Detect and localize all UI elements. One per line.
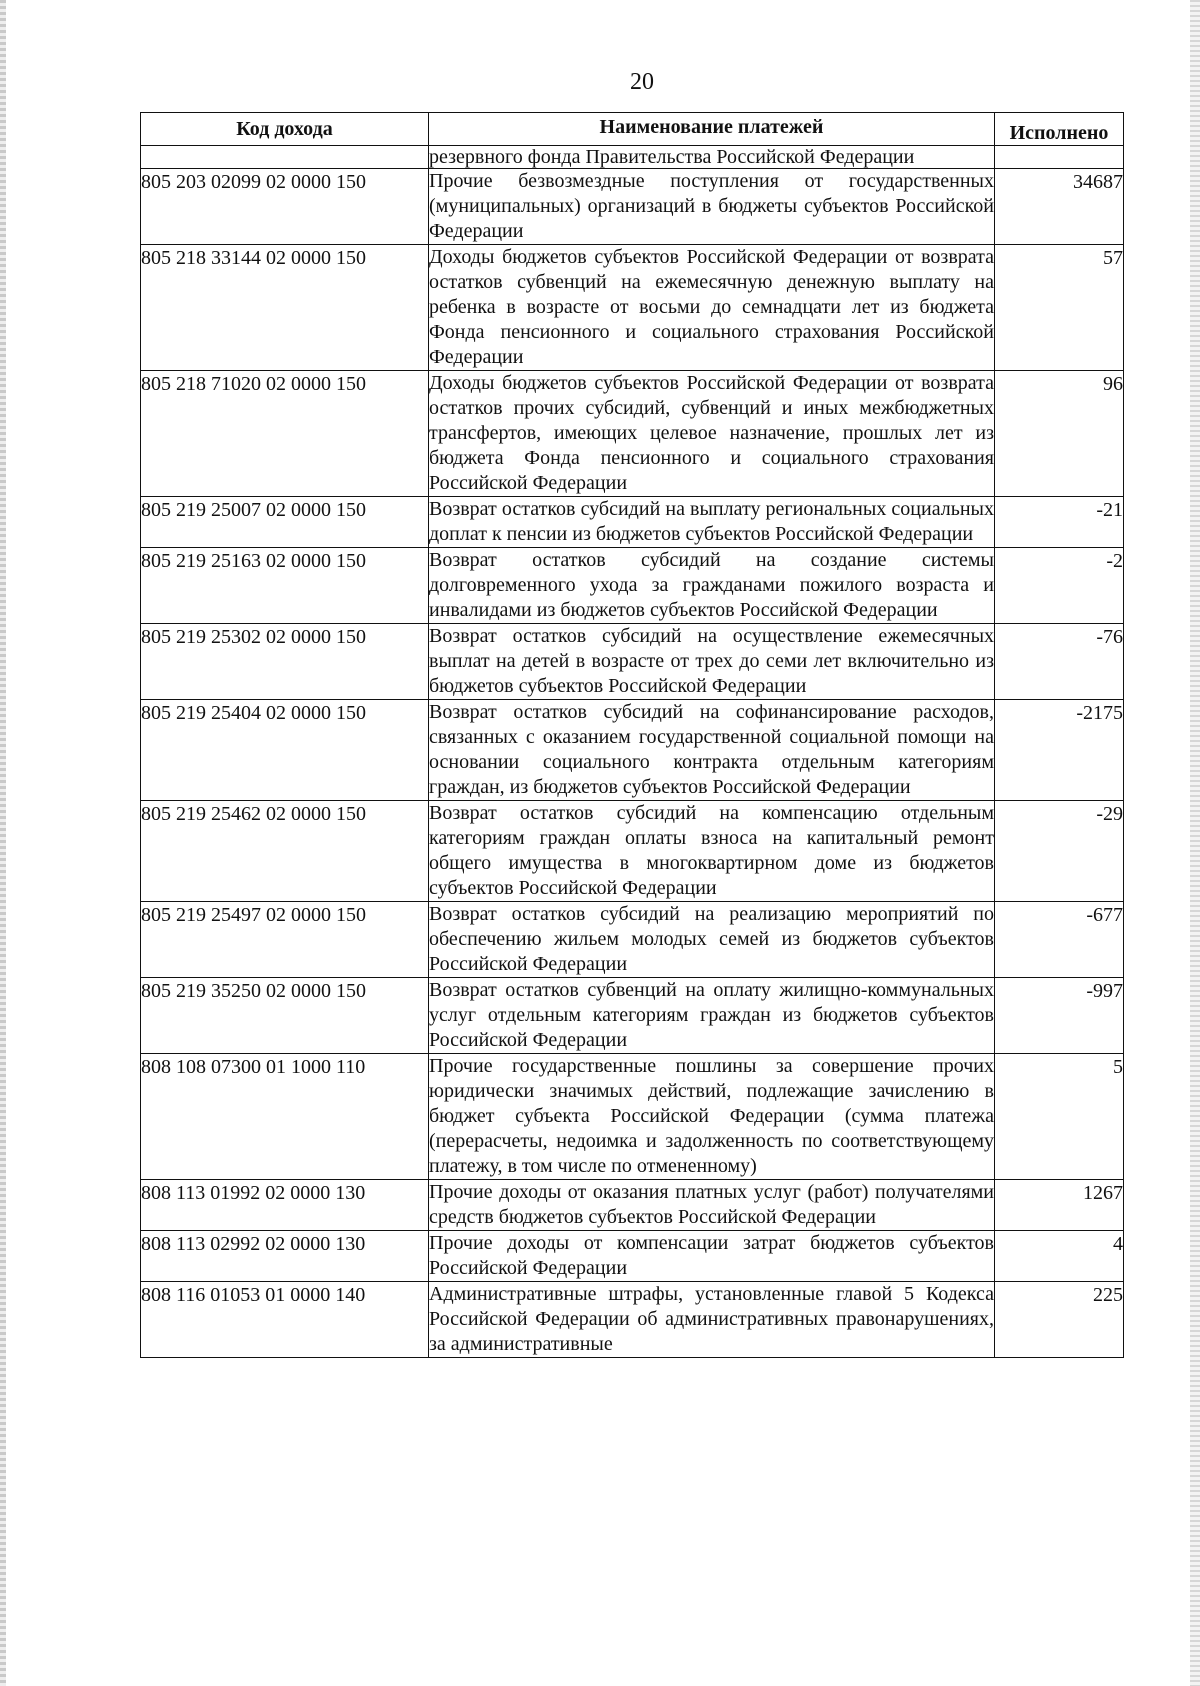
amount-cell: 4 bbox=[995, 1231, 1124, 1282]
name-cell: Прочие безвозмездные поступления от государственных (муниципальных) организаций в бюджеты субъектов Российской Федерации bbox=[429, 169, 995, 245]
code-cell: 805 218 71020 02 0000 150 bbox=[141, 371, 429, 497]
code-cell: 805 219 25007 02 0000 150 bbox=[141, 497, 429, 548]
amount-cell: -997 bbox=[995, 978, 1124, 1054]
name-cell: Прочие государственные пошлины за совершение прочих юридически значимых действий, подлежащие зачислению в бюджет субъекта Российской Федерации (сумма платежа (перерасчеты, недоимка и задолженность по соответствующему платежу, в том числе по отмененному) bbox=[429, 1054, 995, 1180]
amount-cell: 34687 bbox=[995, 169, 1124, 245]
code-cell: 805 219 25163 02 0000 150 bbox=[141, 548, 429, 624]
table-row bbox=[141, 1282, 1124, 1358]
header-code: Код дохода bbox=[141, 113, 429, 146]
table-row bbox=[141, 1180, 1124, 1231]
name-cell: Возврат остатков субсидий на компенсацию отдельным категориям граждан оплаты взноса на капитальный ремонт общего имущества в многоквартирном доме из бюджетов субъектов Российской Федерации bbox=[429, 801, 995, 902]
header-amount: Исполнено bbox=[995, 113, 1124, 146]
amount-cell: -21 bbox=[995, 497, 1124, 548]
code-cell: 808 108 07300 01 1000 110 bbox=[141, 1054, 429, 1180]
amount-cell: -29 bbox=[995, 801, 1124, 902]
table-row bbox=[141, 902, 1124, 978]
amount-cell: -2 bbox=[995, 548, 1124, 624]
table-row bbox=[141, 624, 1124, 700]
code-cell: 805 219 25404 02 0000 150 bbox=[141, 700, 429, 801]
code-cell: 805 219 25497 02 0000 150 bbox=[141, 902, 429, 978]
name-cell: Доходы бюджетов субъектов Российской Федерации от возврата остатков прочих субсидий, субвенций и иных межбюджетных трансфертов, имеющих целевое назначение, прошлых лет из бюджета Фонда пенсионного и социального страхования Российской Федерации bbox=[429, 371, 995, 497]
table-row bbox=[141, 1231, 1124, 1282]
amount-cell: 96 bbox=[995, 371, 1124, 497]
table-row bbox=[141, 169, 1124, 245]
amount-cell: -677 bbox=[995, 902, 1124, 978]
name-cell: Возврат остатков субвенций на оплату жилищно-коммунальных услуг отдельным категориям граждан из бюджетов субъектов Российской Федерации bbox=[429, 978, 995, 1054]
amount-cell: 1267 bbox=[995, 1180, 1124, 1231]
code-cell: 805 219 25462 02 0000 150 bbox=[141, 801, 429, 902]
page-number: 20 bbox=[630, 69, 654, 95]
table-row bbox=[141, 978, 1124, 1054]
name-cell: Возврат остатков субсидий на реализацию мероприятий по обеспечению жильем молодых семей из бюджетов субъектов Российской Федерации bbox=[429, 902, 995, 978]
continuation-name-cell: резервного фонда Правительства Российской Федерации bbox=[429, 146, 995, 169]
code-cell: 805 219 25302 02 0000 150 bbox=[141, 624, 429, 700]
name-cell: Возврат остатков субсидий на создание системы долговременного ухода за гражданами пожилого возраста и инвалидами из бюджетов субъектов Российской Федерации bbox=[429, 548, 995, 624]
code-cell: 805 219 35250 02 0000 150 bbox=[141, 978, 429, 1054]
name-cell: Доходы бюджетов субъектов Российской Федерации от возврата остатков субвенций на ежемесячную денежную выплату на ребенка в возрасте от восьми до семнадцати лет из бюджета Фонда пенсионного и социального страхования Российской Федерации bbox=[429, 245, 995, 371]
header-row bbox=[141, 113, 1124, 146]
name-cell: Возврат остатков субсидий на софинансирование расходов, связанных с оказанием государственной социальной помощи на основании социального контракта отдельным категориям граждан, из бюджетов субъектов Российской Федерации bbox=[429, 700, 995, 801]
amount-cell: -2175 bbox=[995, 700, 1124, 801]
code-cell: 808 113 02992 02 0000 130 bbox=[141, 1231, 429, 1282]
table-row bbox=[141, 700, 1124, 801]
table-row bbox=[141, 1054, 1124, 1180]
name-cell: Прочие доходы от компенсации затрат бюджетов субъектов Российской Федерации bbox=[429, 1231, 995, 1282]
amount-cell: 225 bbox=[995, 1282, 1124, 1358]
name-cell: Прочие доходы от оказания платных услуг (работ) получателями средств бюджетов субъектов Российской Федерации bbox=[429, 1180, 995, 1231]
amount-cell: 57 bbox=[995, 245, 1124, 371]
name-cell: Возврат остатков субсидий на выплату региональных социальных доплат к пенсии из бюджетов субъектов Российской Федерации bbox=[429, 497, 995, 548]
amount-cell: 5 bbox=[995, 1054, 1124, 1180]
table-row bbox=[141, 245, 1124, 371]
continuation-amount-cell bbox=[995, 146, 1124, 169]
code-cell: 805 203 02099 02 0000 150 bbox=[141, 169, 429, 245]
revenue-table bbox=[140, 112, 1124, 1358]
table-header bbox=[141, 113, 1124, 146]
code-cell: 808 116 01053 01 0000 140 bbox=[141, 1282, 429, 1358]
table-row bbox=[141, 548, 1124, 624]
scan-left-edge bbox=[0, 0, 6, 1686]
amount-cell: -76 bbox=[995, 624, 1124, 700]
continuation-code-cell bbox=[141, 146, 429, 169]
header-name: Наименование платежей bbox=[429, 113, 995, 146]
name-cell: Возврат остатков субсидий на осуществление ежемесячных выплат на детей в возрасте от трех до семи лет включительно из бюджетов субъектов Российской Федерации bbox=[429, 624, 995, 700]
name-cell: Административные штрафы, установленные главой 5 Кодекса Российской Федерации об административных правонарушениях, за административные bbox=[429, 1282, 995, 1358]
code-cell: 805 218 33144 02 0000 150 bbox=[141, 245, 429, 371]
table-row bbox=[141, 801, 1124, 902]
scan-right-edge bbox=[1190, 0, 1200, 1686]
table-row bbox=[141, 371, 1124, 497]
table-body bbox=[141, 146, 1124, 1358]
code-cell: 808 113 01992 02 0000 130 bbox=[141, 1180, 429, 1231]
table-row bbox=[141, 497, 1124, 548]
continuation-row bbox=[141, 146, 1124, 169]
